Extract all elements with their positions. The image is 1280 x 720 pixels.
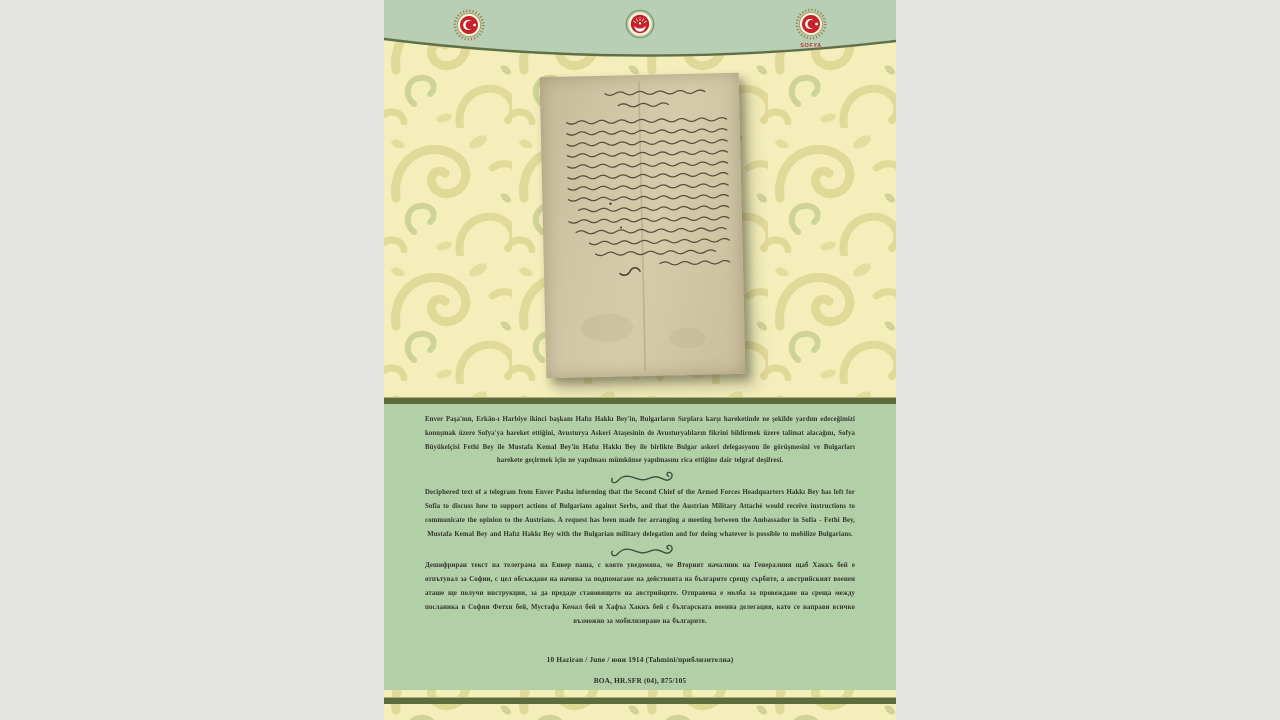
top-divider-bar	[384, 397, 896, 404]
archive-page	[384, 0, 896, 720]
ornament-divider-icon	[603, 469, 677, 485]
state-archives-seal-icon	[624, 8, 656, 40]
bottom-divider-bar	[384, 697, 896, 704]
archive-reference: BOA, HR.SFR (04), 875/105	[593, 676, 687, 685]
document-scan	[540, 73, 746, 378]
caption-panel	[384, 404, 896, 690]
ministry-seal-icon	[453, 9, 485, 41]
captions-block	[384, 404, 896, 650]
sofia-embassy-seal-icon	[795, 8, 827, 40]
ottoman-script	[540, 73, 746, 378]
masthead	[384, 0, 896, 74]
caption-bulgarian: Дешифриран текст на телеграма на Енвер паша, с която уведомява, че Вторият началник на Генералния щаб Хаккъ бей е отпътувал за Софии, с цел обсъждане на начина за подпомагане на действията на българите срещу сърбите, а австрийският военен аташе ще получи инструкции, за да предаде становището на австрийците. Отправена е молба за провеждане на среща между посланика в Софии Фетхи бей, Мустафа Кемал бей и Хафъз Хаккъ бей с българската военна делегация, като се направи всичко възможно за мобилизиране на българите.	[425, 562, 855, 625]
caption-turkish: Enver Paşa'nın, Erkân-ı Harbiye ikinci başkanı Hafız Hakkı Bey'in, Bulgarların Sırplara karşı hareketinde ne şekilde yardım edeceğimizi konuşmak üzere Sofya'ya hareket ettiğini, Avusturya Askeri Ataşesinin de Avusturyalıların fikrini bildirmek üzere talimat alacağını, Sofya Büyükelçisi Fethi Bey ile Mustafa Kemal Bey'in Hafız Hakkı Bey ile birlikte Bulgar askeri delegasyonu ile görüşmesini ve Bulgarları harekete geçirmek için ne yapılması mümkünse yapılmasını rica ettiğine dair telgraf deşifresi.	[425, 416, 855, 465]
date-line: 10 Haziran / June / юни 1914 (Tahmini/приблизителна)	[546, 655, 734, 664]
sofia-label: SOFYA	[800, 43, 822, 49]
caption-english: Deciphered text of a telegram from Enver Pasha informing that the Second Chief of the Armed Forces Headquarters Hakkı Bey has left for Sofia to discuss how to support actions of Bulgarians against Serbs, and that the Austrian Military Attaché would receive instructions to communicate the opinion to the Austrians. A request has been made for arranging a meeting between the Ambassador in Sofia - Fethi Bey, Mustafa Kemal Bey and Hafız Hakkı Bey with the Bulgarian military delegation and for doing whatever is possible to mobilize Bulgarians.	[425, 489, 855, 538]
ornament-divider-icon	[603, 542, 677, 558]
